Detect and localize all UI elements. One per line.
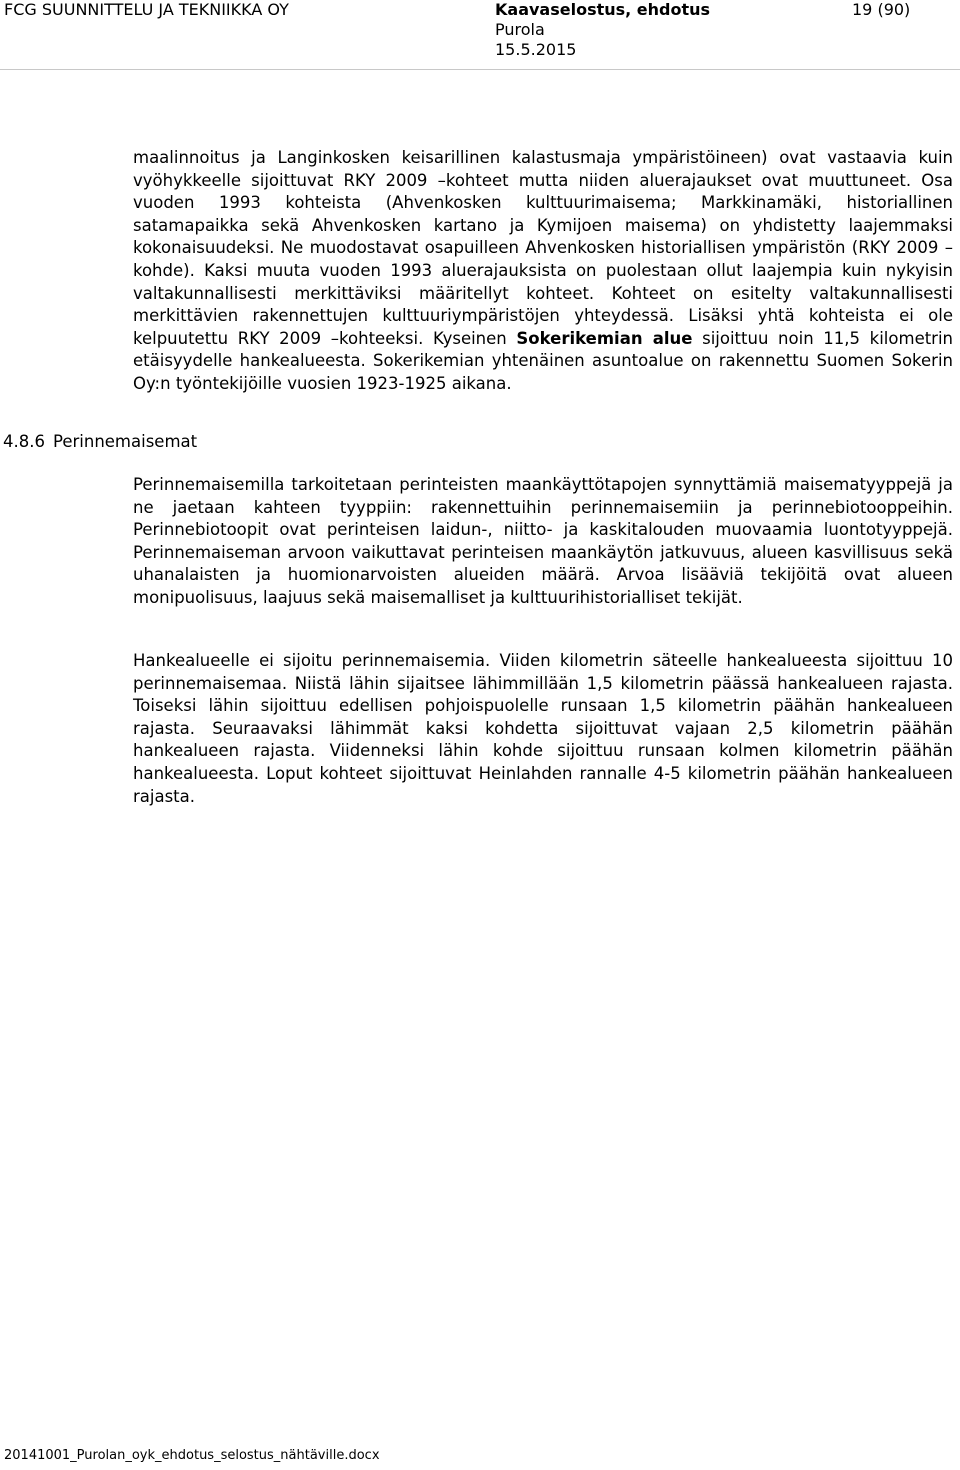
section-heading [3,431,197,453]
section-paragraph-1: Perinnemaisemilla tarkoitetaan perinteisten maankäyttötapojen synnyttämiä maisematyyppejä ja ne jaetaan kahteen tyyppiin: rakennettuihin perinnemaisemiin ja perinnebiotooppeihin. Perinnebiotoopit ovat perinteisen laidun-, niitto- ja kaskitalouden muovaamia luontotyyppejä. Perinnemaiseman arvoon vaikuttavat perinteisen maankäytön jatkuvuus, alueen kasvillisuus sekä uhanalaisten ja huomionarvoisten alueiden määrä. Arvoa lisääviä tekijöitä ovat alueen monipuolisuus, laajuus sekä maisemalliset ja kulttuurihistorialliset tekijät. [133,475,953,607]
section-number: 4.8.6 [3,432,45,451]
header-page-number: 19 (90) [852,0,911,19]
footer-filename: 20141001_Purolan_oyk_ehdotus_selostus_nähtäville.docx [4,1448,380,1463]
header-doc-type: Kaavaselostus, ehdotus [495,0,711,19]
intro-text-after-bold: sijoittuu noin 11,5 kilometrin etäisyydelle hankealueesta. Sokerikemian yhtenäinen asuntoalue on rakennettu Suomen Sokerin Oy:n työntekijöille vuosien 1923-1925 aikana. [133,328,954,393]
intro-paragraph [133,147,953,396]
header-divider [0,69,960,70]
header-document-info [495,0,710,60]
section-paragraph-2: Hankealueelle ei sijoitu perinnemaisemia. Viiden kilometrin säteelle hankealueesta sijoittuu 10 perinnemaisemaa. Niistä lähin sijaitsee lähimmillään 1,5 kilometrin päässä hankealueen rajasta. Toiseksi lähin sijoittuu edellisen pohjoispuolelle runsaan 1,5 kilometrin päähän hankealueen rajasta. Seuraavaksi lähimmät kaksi kohdetta sijoittuvat vajaan 2,5 kilometrin päähän hankealueen rajasta. Viidenneksi lähin kohde sijoittuu runsaan kolmen kilometrin päähän hankealueesta. Loput kohteet sijoittuvat Heinlahden rannalle 4-5 kilometrin päähän hankealueen rajasta. [133,651,953,806]
header-company: FCG SUUNNITTELU JA TEKNIIKKA OY [4,0,289,19]
intro-bold-term: Sokerikemian alue [516,328,693,348]
section-title: Perinnemaisemat [52,432,198,451]
intro-text-before-bold: maalinnoitus ja Langinkosken keisarillinen kalastusmaja ympäristöineen) ovat vastaavia kuin vyöhykkeelle sijoittuvat RKY 2009 –kohteet mutta niiden aluerajaukset ovat muuttuneet. Osa vuoden 1993 kohteista (Ahvenkosken kulttuurimaisema; Markkinamäki, historiallinen satamapaikka sekä Ahvenkosken kartano ja Kymijoen maisema) on yhdistetty laajemmaksi kokonaisuudeksi. Ne muodostavat osapuilleen Ahvenkosken historiallisen ympäristön (RKY 2009 –kohde). Kaksi muuta vuoden 1993 aluerajauksista on puolestaan ollut laajempia kuin nykyisin valtakunnallisesti merkittäviksi määritellyt kohteet. Kohteet on esitelty valtakunnallisesti merkittävien rakennettujen kulttuuriympäristöjen yhteydessä. Lisäksi yhtä kohteista ei ole kelpuutettu RKY 2009 –kohteeksi. Kyseinen [133,148,953,348]
header-place: Purola [495,20,545,39]
header-date: 15.5.2015 [495,40,577,59]
